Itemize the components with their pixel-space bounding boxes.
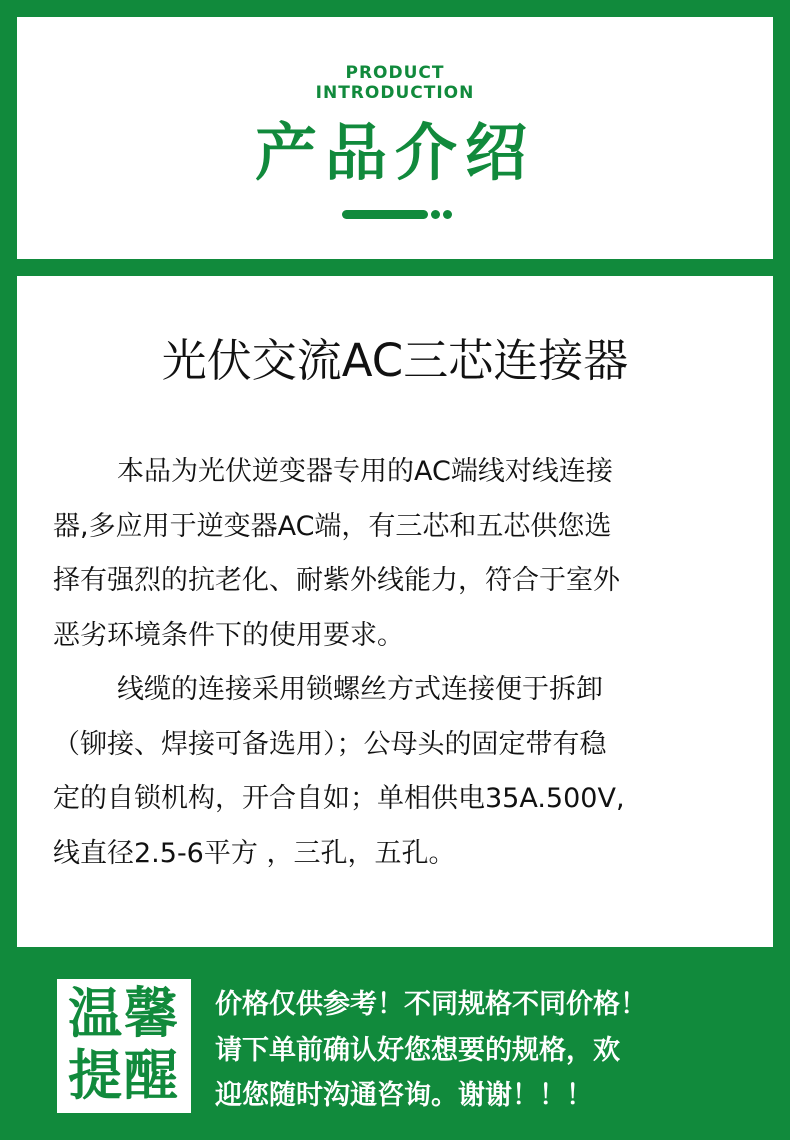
- paragraph-line: 本品为光伏逆变器专用的AC端线对线连接: [117, 456, 613, 487]
- description-paragraph-1: [53, 445, 725, 663]
- english-title-line2: INTRODUCTION: [315, 83, 475, 103]
- paragraph-line: 恶劣环境条件下的使用要求。: [53, 619, 404, 651]
- section-title: 产品介绍: [254, 116, 535, 189]
- title-divider-dot: [431, 210, 440, 219]
- reminder-title-line1: 温馨: [68, 982, 180, 1045]
- reminder-badge: [57, 979, 191, 1113]
- paragraph-line: 定的自锁机构，开合自如；单相供电35A.500V,: [53, 783, 625, 814]
- title-divider-dot: [443, 210, 452, 219]
- reminder-title-line2: 提醒: [68, 1044, 180, 1107]
- notice-line: 请下单前确认好您想要的规格，欢: [215, 1034, 620, 1066]
- paragraph-line: 择有强烈的抗老化、耐紫外线能力，符合于室外: [53, 565, 620, 596]
- description-paragraph-2: [53, 663, 725, 881]
- price-notice: [215, 982, 775, 1119]
- paragraph-line: （铆接、焊接可备选用）；公母头的固定带有稳: [53, 728, 607, 760]
- product-name: 光伏交流AC三芯连接器: [161, 334, 629, 387]
- intro-header-panel: [17, 17, 773, 259]
- paragraph-line: 器,多应用于逆变器AC端，有三芯和五芯供您选: [53, 510, 612, 542]
- notice-line: 迎您随时沟通咨询。谢谢！！！: [215, 1080, 593, 1111]
- paragraph-line: 线直径2.5-6平方 ，三孔，五孔。: [53, 837, 456, 869]
- paragraph-line: 线缆的连接采用锁螺丝方式连接便于拆卸: [117, 674, 603, 705]
- product-description-panel: [17, 276, 773, 947]
- english-title-line1: PRODUCT: [345, 63, 445, 83]
- notice-line: 价格仅供参考！不同规格不同价格！: [215, 989, 647, 1020]
- title-divider-bar: [342, 210, 428, 219]
